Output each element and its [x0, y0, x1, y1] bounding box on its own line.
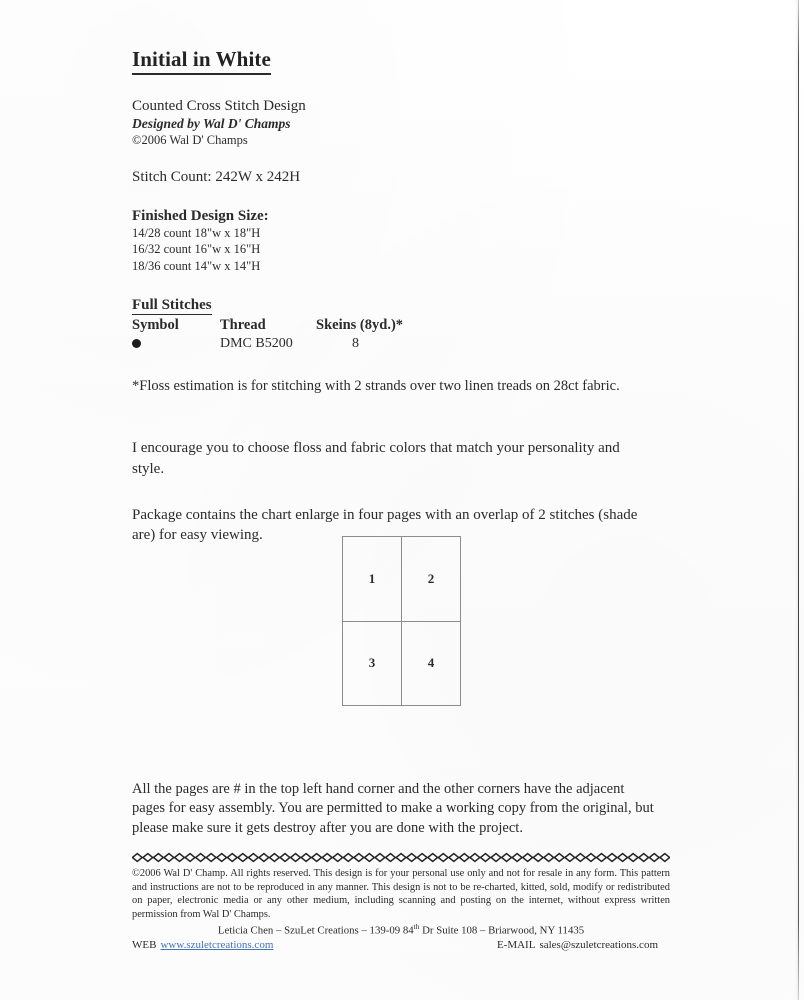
full-stitches-table [132, 317, 436, 353]
table-header-row [132, 317, 436, 335]
page-grid-cell-1: 1 [343, 537, 402, 622]
footer-legal-text: ©2006 Wal D' Champ. All rights reserved. This design is for your personal use only and not for resale in any form. This pattern and instructions are not to be reproduced in any manner. This design is not to be re-charted, kitted, sold, modify or redistributed on paper, electronic media or any other medium, including scanning and posting on the internet, without express written permission from Wal D' Champs. [132, 868, 670, 920]
page-grid-cell-2: 2 [402, 537, 461, 622]
scan-edge-right-shadow [795, 0, 798, 1000]
page-grid-cell-4: 4 [402, 621, 461, 706]
finished-size-line: 18/36 count 14"w x 14"H [132, 258, 261, 273]
floss-estimation-note: *Floss estimation is for stitching with 2 strands over two linen treads on 28ct fabric. [132, 378, 620, 395]
cell-skeins [316, 335, 436, 353]
address-prefix: Leticia Chen – SzuLet Creations – 139-09 84 [217, 924, 414, 937]
address-ordinal-suffix: th [413, 922, 420, 932]
website-link[interactable]: www.szuletcreations.com [160, 938, 274, 951]
address-suffix: Dr Suite 108 – Briarwood, NY 11435 [419, 924, 585, 937]
web-label: WEB [132, 938, 157, 951]
chain-divider-icon [132, 852, 670, 863]
footer-contact-row [132, 939, 670, 951]
full-stitches-heading: Full Stitches [132, 297, 212, 315]
column-header-thread: Thread [220, 317, 266, 334]
full-stitches-block [132, 296, 672, 353]
package-contents-paragraph: Package contains the chart enlarge in four pages with an overlap of 2 stitches (shade are) for easy viewing. [132, 506, 638, 544]
footer-address [132, 922, 670, 937]
email-label: E-MAIL [496, 938, 536, 951]
page-title: Initial in White [132, 0, 271, 75]
page-grid-row [343, 621, 461, 706]
encouragement-paragraph: I encourage you to choose floss and fabric colors that match your personality and style. [132, 440, 620, 477]
cell-thread: DMC B5200 [220, 336, 293, 352]
cell-symbol [132, 335, 220, 353]
designer-credit: Designed by Wal D' Champs [132, 115, 291, 131]
email-address: sales@szuletcreations.com [539, 938, 658, 951]
table-row [132, 335, 436, 353]
footer-web-group [132, 939, 273, 951]
filled-circle-icon [132, 339, 141, 348]
finished-size-line: 14/28 count 18"w x 18"H [132, 225, 261, 240]
page-grid-table [342, 536, 461, 706]
design-copyright: ©2006 Wal D' Champs [132, 133, 248, 148]
subtitle-block [132, 97, 672, 149]
page-grid-row [343, 537, 461, 622]
column-header-skeins: Skeins (8yd.)* [316, 317, 404, 334]
finished-design-size-block [132, 208, 672, 275]
document-footer [132, 852, 670, 951]
column-header-symbol: Symbol [132, 317, 179, 334]
assembly-instructions-paragraph: All the pages are # in the top left hand corner and the other corners have the adjacent pages for easy assembly. You are permitted to make a working copy from the original, but please make sure it gets destroy after you are done with the project. [132, 780, 654, 836]
finished-size-line: 16/32 count 16"w x 16"H [132, 242, 261, 257]
skeins-value: 8 [352, 336, 359, 352]
scan-edge-right [798, 0, 799, 1000]
document-content [132, 0, 672, 561]
footer-email-group [497, 939, 670, 951]
stitch-count-label: Stitch Count: 242W x 242H [132, 168, 301, 185]
page-grid-cell-3: 3 [343, 621, 402, 706]
finished-design-size-heading: Finished Design Size: [132, 207, 269, 224]
page-layout-diagram [342, 536, 461, 706]
design-type-label: Counted Cross Stitch Design [132, 97, 306, 114]
